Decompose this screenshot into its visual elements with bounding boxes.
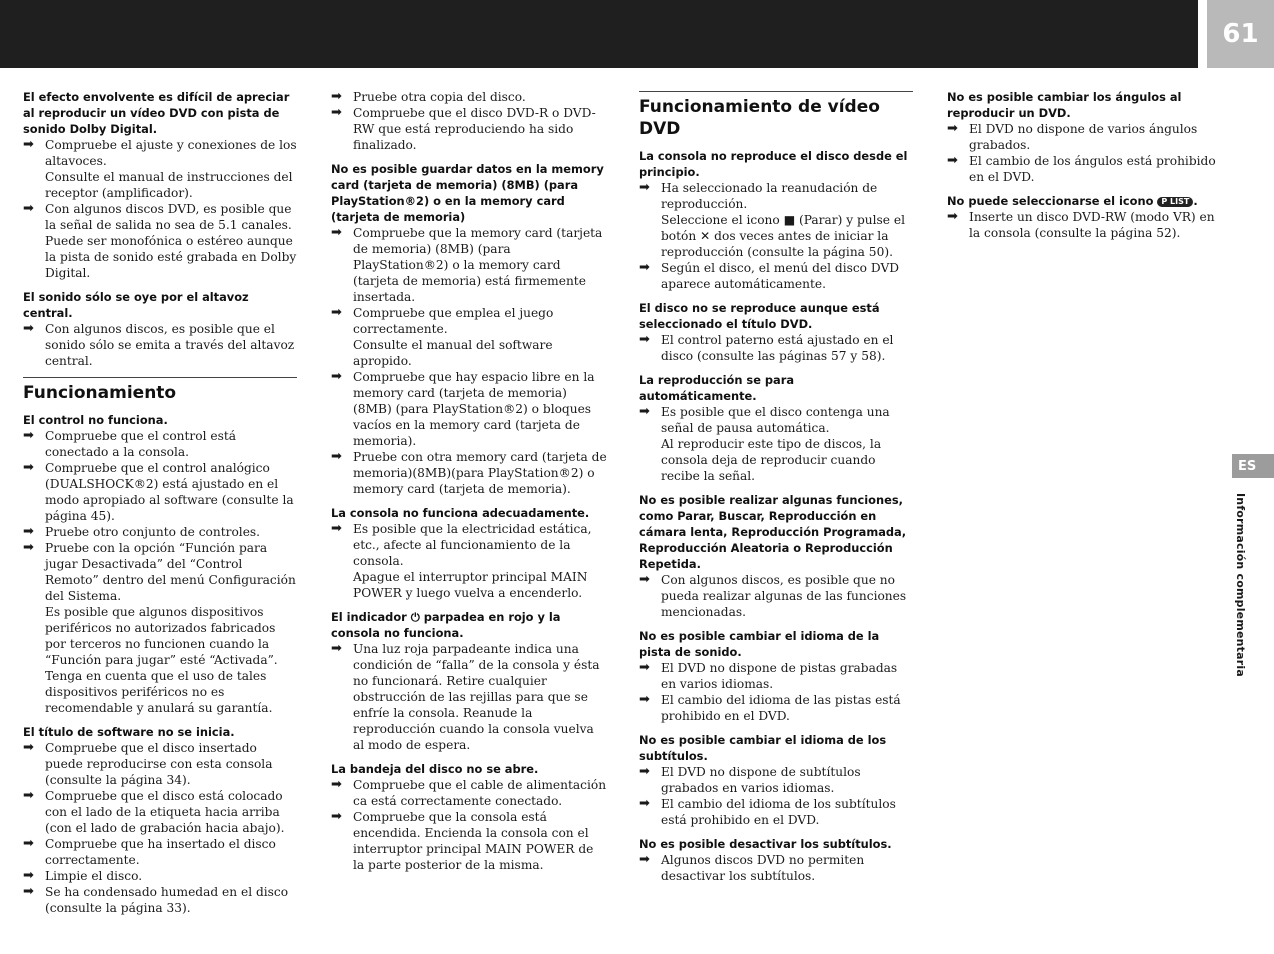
- answer-list: [639, 660, 913, 724]
- answer-text: Compruebe que hay espacio libre en la memory card (tarjeta de memoria) (8MB) (para PlayStation®2) o bloques vacíos en la memory card (tarjeta de memoria).: [353, 370, 595, 448]
- question-text-end: .: [1193, 194, 1198, 208]
- question-heading: El efecto envolvente es difícil de apreciar al reproducir un vídeo DVD con pista de sonido Dolby Digital.: [23, 90, 290, 136]
- answer-note: Apague el interruptor principal MAIN POWER y luego vuelva a encenderlo.: [353, 570, 588, 600]
- answer-text: El control paterno está ajustado en el disco (consulte las páginas 57 y 58).: [661, 333, 894, 363]
- question-heading: [947, 193, 1221, 209]
- answer-text: Según el disco, el menú del disco DVD aparece automáticamente.: [661, 261, 900, 291]
- answer-text: El DVD no dispone de subtítulos grabados en varios idiomas.: [661, 765, 861, 795]
- answer-item: [23, 428, 297, 460]
- answer-list: [947, 121, 1221, 185]
- answer-item: [331, 641, 607, 753]
- answer-text: Pruebe otra copia del disco.: [353, 90, 526, 104]
- answer-item: [23, 788, 297, 836]
- answer-item: [23, 524, 297, 540]
- page-number-box: [1207, 0, 1274, 68]
- chapter-label: Información complementaria: [1234, 493, 1247, 677]
- arrow-right-icon: ➡: [947, 209, 958, 224]
- answer-text: Compruebe que la consola está encendida. Encienda la consola con el interruptor principal MAIN POWER de la parte posterior de la misma.: [353, 810, 594, 872]
- arrow-right-icon: ➡: [23, 460, 34, 475]
- arrow-right-icon: ➡: [639, 332, 650, 347]
- answer-item: [639, 332, 913, 364]
- col1-blocks: [23, 89, 297, 369]
- question-heading: No es posible cambiar el idioma de los subtítulos.: [639, 733, 887, 763]
- question-heading: No es posible guardar datos en la memory card (tarjeta de memoria) (8MB) (para PlayStation®2) o en la memory card (tarjeta de memoria): [331, 162, 604, 224]
- arrow-right-icon: ➡: [947, 121, 958, 136]
- question-heading: El indicador ⏻ parpadea en rojo y la consola no funciona.: [331, 610, 561, 640]
- arrow-right-icon: ➡: [23, 884, 34, 899]
- arrow-right-icon: ➡: [639, 572, 650, 587]
- arrow-right-icon: ➡: [947, 153, 958, 168]
- answer-note: Consulte el manual del software apropido.: [353, 338, 553, 368]
- answer-item: [639, 180, 913, 260]
- answer-text: El DVD no dispone de pistas grabadas en varios idiomas.: [661, 661, 898, 691]
- question-heading: No es posible cambiar el idioma de la pista de sonido.: [639, 629, 880, 659]
- answer-item: [23, 884, 297, 916]
- answer-item: [639, 660, 913, 692]
- answer-text: Compruebe que el disco está colocado con el lado de la etiqueta hacia arriba (con el lado de grabación hacia abajo).: [45, 789, 285, 835]
- answer-text: Una luz roja parpadeante indica una condición de “falla” de la consola y ésta no funcionará. Retire cualquier obstrucción de las rejillas para que se enfríe la consola. Reanude la reproducción cuando la consola vuelva al modo de espera.: [353, 642, 600, 752]
- question-heading: No es posible cambiar los ángulos al reproducir un DVD.: [947, 90, 1182, 120]
- question-heading: La bandeja del disco no se abre.: [331, 762, 539, 776]
- answer-item: [23, 321, 297, 369]
- answer-item: [23, 460, 297, 524]
- arrow-right-icon: ➡: [639, 764, 650, 779]
- answer-item: [639, 404, 913, 484]
- col2-blocks: [331, 89, 607, 873]
- answer-list: [639, 180, 913, 292]
- answer-list: [23, 137, 297, 281]
- arrow-right-icon: ➡: [331, 89, 342, 104]
- answer-text: Con algunos discos, es posible que el sonido sólo se emita a través del altavoz central.: [45, 322, 295, 368]
- question-heading: No es posible desactivar los subtítulos.: [639, 837, 892, 851]
- answer-item: [331, 89, 607, 105]
- answer-list: [23, 740, 297, 916]
- answer-text: Limpie el disco.: [45, 869, 143, 883]
- column-1: [23, 89, 297, 924]
- arrow-right-icon: ➡: [23, 137, 34, 152]
- answer-text: Compruebe que el control analógico (DUALSHOCK®2) está ajustado en el modo apropiado al software (consulte la página 45).: [45, 461, 294, 523]
- question-heading: El control no funciona.: [23, 413, 168, 427]
- section-title: Funcionamiento de vídeo DVD: [639, 97, 880, 139]
- answer-item: [23, 540, 297, 716]
- answer-text: Es posible que la electricidad estática, etc., afecte al funcionamiento de la consola.: [353, 522, 592, 568]
- question-heading: No es posible realizar algunas funciones, como Parar, Buscar, Reproducción en cámara lenta, Reproducción Programada, Reproducción Aleatoria o Reproducción Repetida.: [639, 493, 907, 571]
- arrow-right-icon: ➡: [23, 836, 34, 851]
- answer-item: [331, 521, 607, 601]
- answer-text: Compruebe que ha insertado el disco correctamente.: [45, 837, 276, 867]
- question-heading: La consola no funciona adecuadamente.: [331, 506, 590, 520]
- answer-list: [331, 521, 607, 601]
- section-funcionamiento-dvd: [639, 91, 913, 140]
- answer-item: [23, 137, 297, 201]
- col4-plist-items: [947, 209, 1221, 241]
- section-title: Funcionamiento: [23, 383, 177, 403]
- arrow-right-icon: ➡: [639, 796, 650, 811]
- arrow-right-icon: ➡: [331, 105, 342, 120]
- answer-list: [947, 209, 1221, 241]
- arrow-right-icon: ➡: [639, 852, 650, 867]
- answer-item: [639, 764, 913, 796]
- arrow-right-icon: ➡: [23, 788, 34, 803]
- answer-text: Compruebe que el cable de alimentación ca está correctamente conectado.: [353, 778, 607, 808]
- answer-text: Compruebe el ajuste y conexiones de los altavoces.: [45, 138, 297, 168]
- arrow-right-icon: ➡: [639, 692, 650, 707]
- arrow-right-icon: ➡: [639, 180, 650, 195]
- answer-list: [23, 321, 297, 369]
- answer-text: El cambio del idioma de las pistas está prohibido en el DVD.: [661, 693, 901, 723]
- answer-text: Es posible que el disco contenga una señal de pausa automática.: [661, 405, 890, 435]
- answer-text: Algunos discos DVD no permiten desactivar los subtítulos.: [661, 853, 865, 883]
- answer-note: Seleccione el icono ■ (Parar) y pulse el botón ✕ dos veces antes de iniciar la reproducción (consulte la página 50).: [661, 213, 905, 259]
- language-tab: [1232, 454, 1274, 478]
- answer-item: [639, 260, 913, 292]
- question-heading: La consola no reproduce el disco desde el principio.: [639, 149, 908, 179]
- answer-item: [331, 449, 607, 497]
- arrow-right-icon: ➡: [639, 660, 650, 675]
- col1-blocks-2: [23, 412, 297, 916]
- arrow-right-icon: ➡: [331, 369, 342, 384]
- answer-text: Compruebe que la memory card (tarjeta de memoria) (8MB) (para PlayStation®2) o la memory card (tarjeta de memoria) está firmemente insertada.: [353, 226, 603, 304]
- answer-item: [23, 740, 297, 788]
- section-funcionamiento: [23, 377, 297, 404]
- answer-list: [331, 89, 607, 153]
- answer-text: Compruebe que el disco DVD-R o DVD-RW que está reproduciendo ha sido finalizado.: [353, 106, 596, 152]
- answer-item: [639, 572, 913, 620]
- arrow-right-icon: ➡: [23, 740, 34, 755]
- answer-text: Con algunos discos DVD, es posible que la señal de salida no sea de 5.1 canales. Puede ser monofónica o estéreo aunque la pista de sonido esté grabada en Dolby Digital.: [45, 202, 297, 280]
- answer-item: [331, 105, 607, 153]
- answer-text: Ha seleccionado la reanudación de reproducción.: [661, 181, 878, 211]
- question-heading: El sonido sólo se oye por el altavoz central.: [23, 290, 249, 320]
- answer-list: [331, 777, 607, 873]
- arrow-right-icon: ➡: [23, 201, 34, 216]
- page-number: 61: [1222, 19, 1259, 49]
- question-text: No puede seleccionarse el icono: [947, 194, 1158, 208]
- answer-text: Se ha condensado humedad en el disco (consulte la página 33).: [45, 885, 289, 915]
- answer-item: [331, 369, 607, 449]
- answer-item: [331, 777, 607, 809]
- answer-text: Compruebe que el control está conectado a la consola.: [45, 429, 236, 459]
- answer-text: Pruebe otro conjunto de controles.: [45, 525, 261, 539]
- answer-item: [947, 121, 1221, 153]
- column-2: [331, 89, 607, 881]
- answer-item: [947, 153, 1221, 185]
- arrow-right-icon: ➡: [639, 404, 650, 419]
- answer-text: Pruebe con otra memory card (tarjeta de memoria)(8MB)(para PlayStation®2) o memory card (tarjeta de memoria).: [353, 450, 607, 496]
- answer-list: [639, 572, 913, 620]
- arrow-right-icon: ➡: [23, 868, 34, 883]
- answer-item: [639, 692, 913, 724]
- answer-item: [23, 836, 297, 868]
- answer-text: El cambio del idioma de los subtítulos está prohibido en el DVD.: [661, 797, 896, 827]
- arrow-right-icon: ➡: [23, 321, 34, 336]
- answer-list: [639, 332, 913, 364]
- arrow-right-icon: ➡: [331, 809, 342, 824]
- answer-text: Compruebe que emplea el juego correctamente.: [353, 306, 554, 336]
- question-heading: El disco no se reproduce aunque está seleccionado el título DVD.: [639, 301, 880, 331]
- answer-list: [639, 764, 913, 828]
- arrow-right-icon: ➡: [639, 260, 650, 275]
- answer-text: Pruebe con la opción “Función para jugar Desactivada” del “Control Remoto” dentro del menú Configuración del Sistema.: [45, 541, 296, 603]
- column-4: [947, 89, 1221, 249]
- question-heading: La reproducción se para automáticamente.: [639, 373, 795, 403]
- p-list-icon: P LIST: [1157, 197, 1193, 207]
- arrow-right-icon: ➡: [331, 777, 342, 792]
- answer-list: [331, 225, 607, 497]
- arrow-right-icon: ➡: [331, 449, 342, 464]
- answer-item: [23, 868, 297, 884]
- answer-list: [23, 428, 297, 716]
- answer-item: [331, 809, 607, 873]
- col4-blocks: [947, 89, 1221, 185]
- answer-item: [23, 201, 297, 281]
- arrow-right-icon: ➡: [331, 305, 342, 320]
- arrow-right-icon: ➡: [331, 225, 342, 240]
- answer-note: Al reproducir este tipo de discos, la consola deja de reproducir cuando recibe la señal.: [661, 437, 882, 483]
- answer-text: El cambio de los ángulos está prohibido en el DVD.: [969, 154, 1216, 184]
- answer-note: Consulte el manual de instrucciones del receptor (amplificador).: [45, 170, 293, 200]
- answer-list: [331, 641, 607, 753]
- arrow-right-icon: ➡: [331, 641, 342, 656]
- header-bar: [0, 0, 1198, 68]
- answer-text: Inserte un disco DVD-RW (modo VR) en la consola (consulte la página 52).: [969, 210, 1215, 240]
- column-3: [639, 89, 913, 892]
- question-heading: El título de software no se inicia.: [23, 725, 235, 739]
- answer-note: Es posible que algunos dispositivos periféricos no autorizados fabricados por terceros no funcionen cuando la “Función para jugar” esté “Activada”. Tenga en cuenta que el uso de tales dispositivos periféricos no es recomendable y anulará su garantía.: [45, 605, 278, 715]
- answer-item: [947, 209, 1221, 241]
- answer-item: [639, 796, 913, 828]
- answer-list: [639, 404, 913, 484]
- arrow-right-icon: ➡: [23, 540, 34, 555]
- answer-text: El DVD no dispone de varios ángulos grabados.: [969, 122, 1198, 152]
- answer-list: [639, 852, 913, 884]
- answer-text: Compruebe que el disco insertado puede reproducirse con esta consola (consulte la página 34).: [45, 741, 273, 787]
- col3-blocks: [639, 148, 913, 884]
- language-tab-label: ES: [1238, 458, 1257, 474]
- arrow-right-icon: ➡: [23, 524, 34, 539]
- arrow-right-icon: ➡: [23, 428, 34, 443]
- answer-item: [331, 225, 607, 305]
- answer-text: Con algunos discos, es posible que no pueda realizar algunas de las funciones mencionadas.: [661, 573, 907, 619]
- answer-item: [639, 852, 913, 884]
- answer-item: [331, 305, 607, 369]
- arrow-right-icon: ➡: [331, 521, 342, 536]
